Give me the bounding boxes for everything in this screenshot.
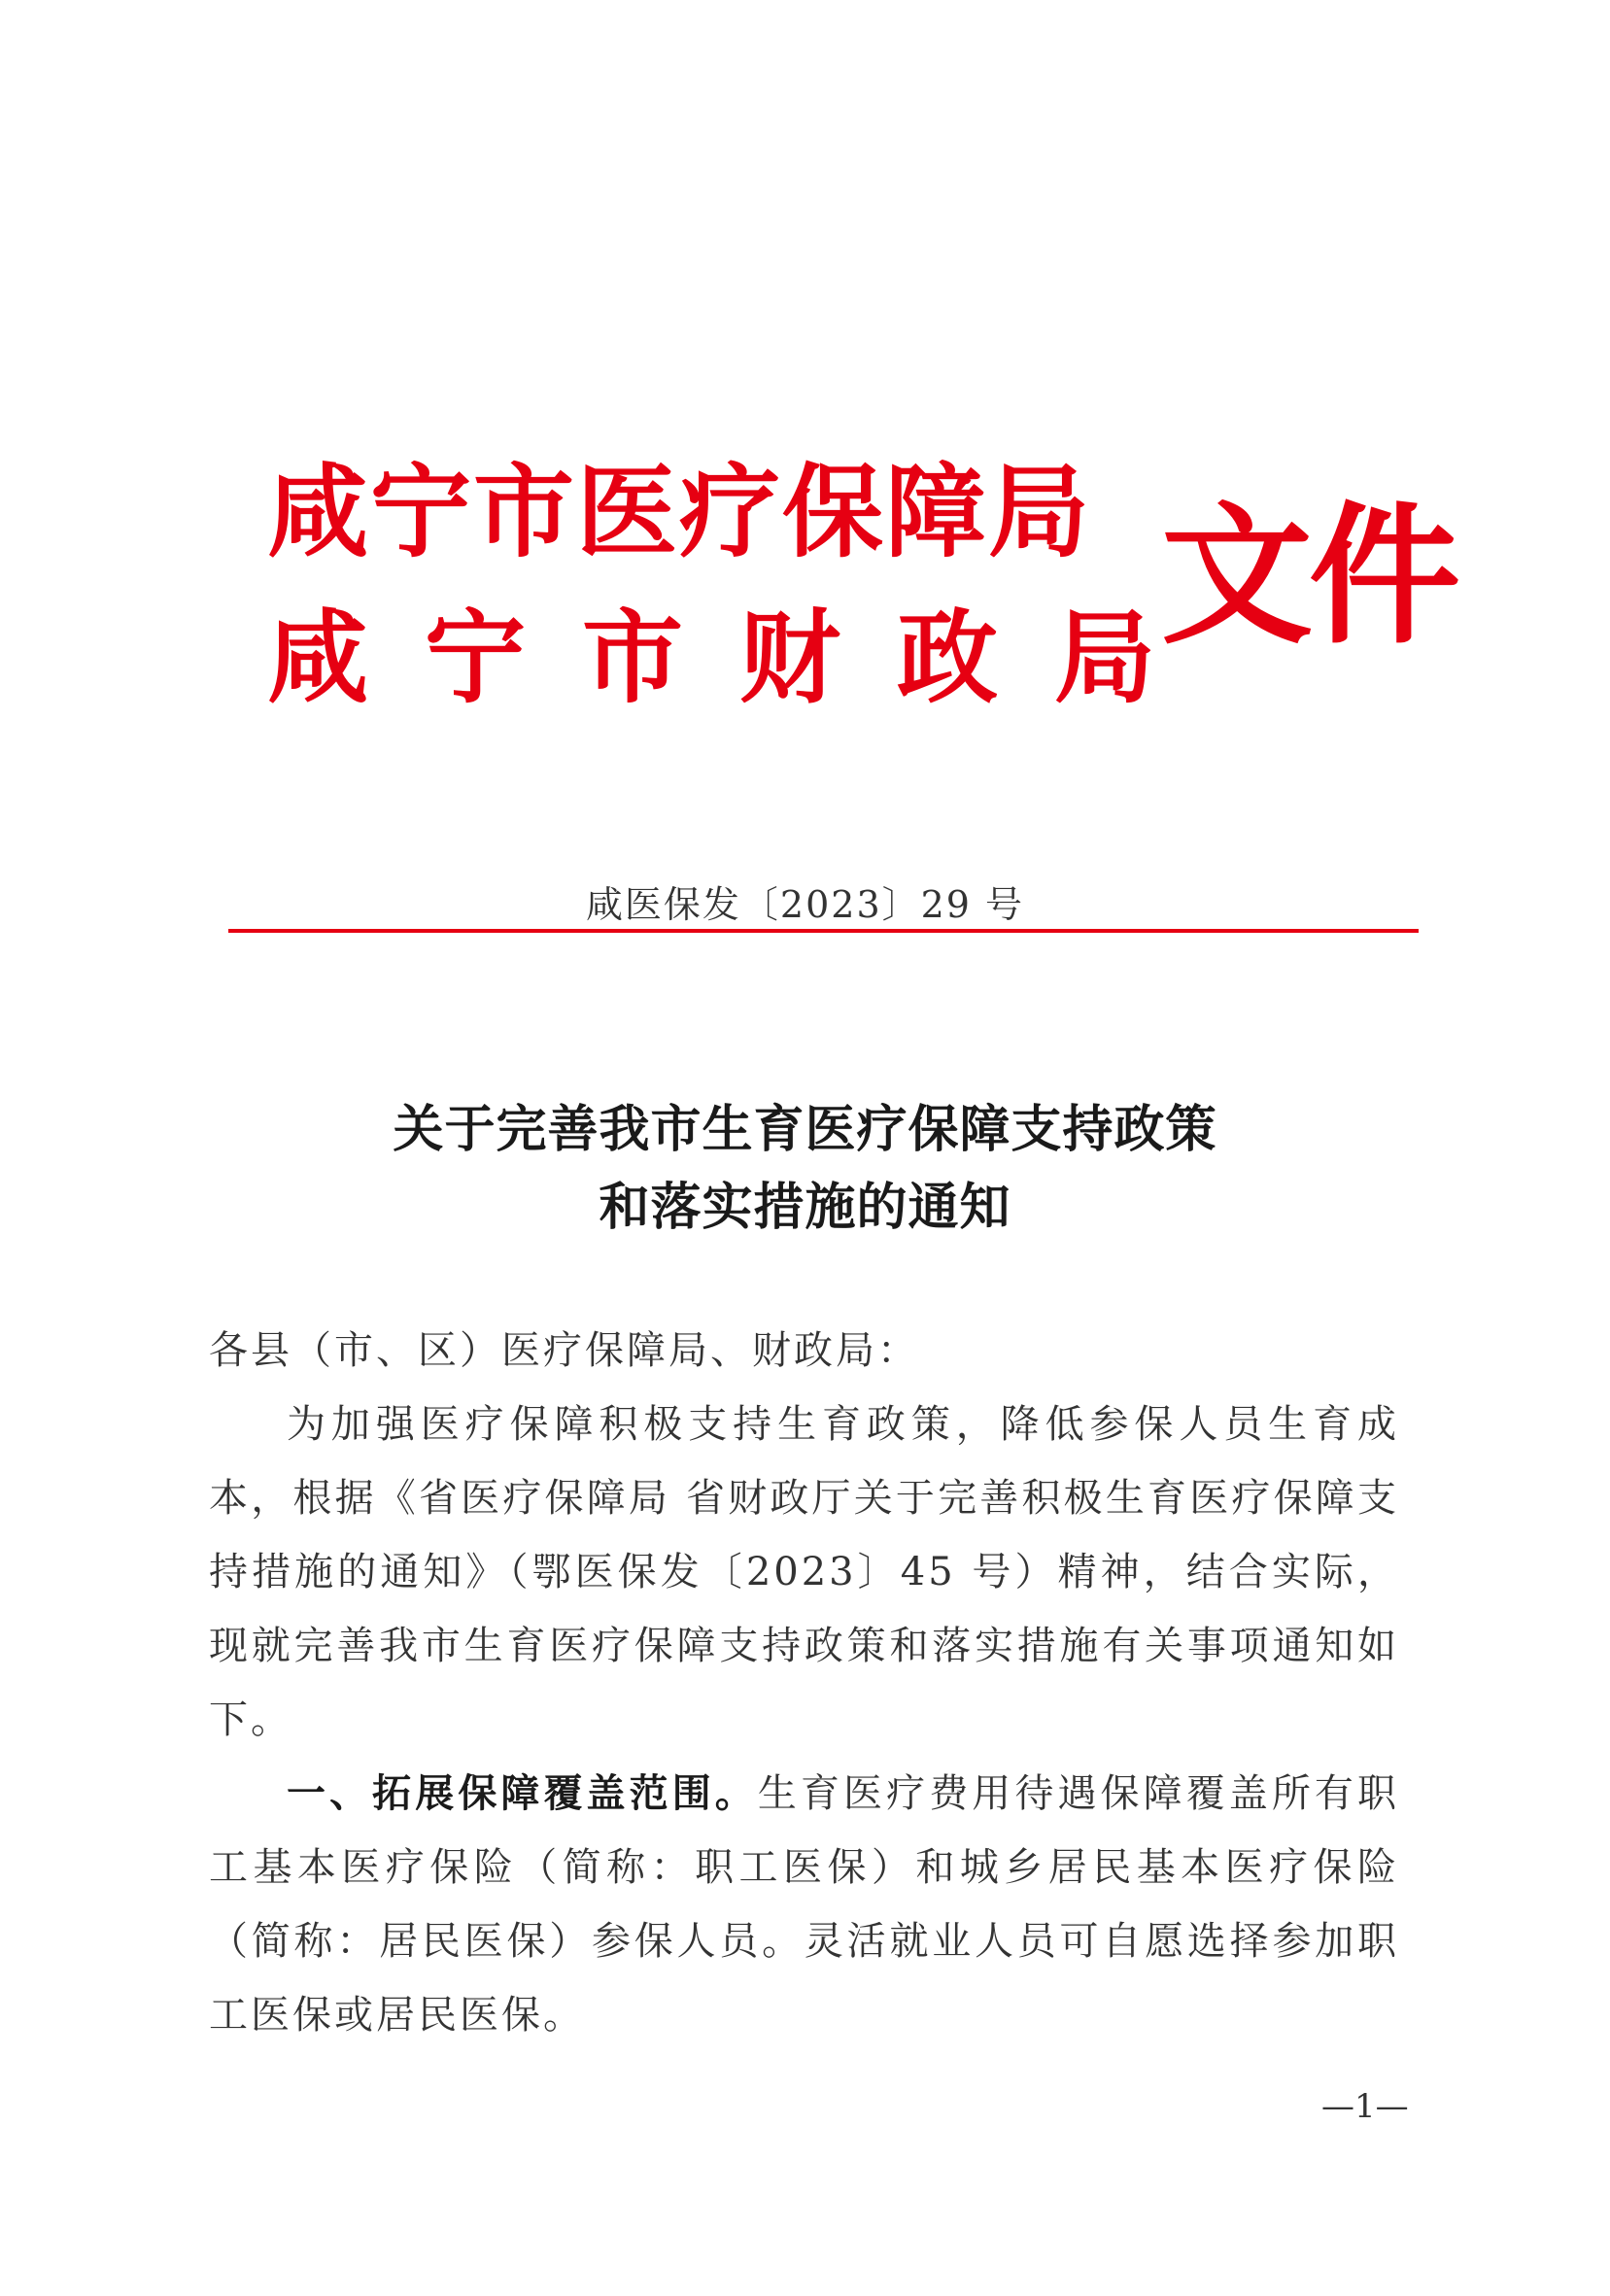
body-paragraph-2-container	[209, 1757, 1399, 2052]
document-title-line-2: 和落实措施的通知	[599, 1179, 1011, 1237]
body-paragraph-2	[209, 1757, 1399, 2052]
issuer-header	[267, 452, 1456, 734]
section-heading-1: 一、拓展保障覆盖范围。	[287, 1771, 758, 1816]
page-number: —1—	[1321, 2087, 1409, 2126]
addressee: 各县（市、区）医疗保障局、财政局：	[209, 1328, 919, 1373]
document-title-line-1: 关于完善我市生育医疗保障支持政策	[393, 1101, 1217, 1159]
issuer-header-suffix: 文件	[1161, 487, 1456, 665]
body-paragraph-1-container	[209, 1388, 1399, 1757]
issuer-line-finance-bureau: 咸宁市财政局	[267, 598, 1213, 717]
red-separator-line	[228, 929, 1419, 933]
document-number: 咸医保发〔2023〕29 号	[585, 883, 1025, 926]
section-1-body: 生育医疗费用待遇保障覆盖所有职工基本医疗保险（简称：职工医保）和城乡居民基本医疗保险（简称：居民医保）参保人员。灵活就业人员可自愿选择参加职工医保或居民医保。	[209, 1771, 1400, 2038]
issuer-line-medical-security-bureau: 咸宁市医疗保障局	[267, 452, 1092, 571]
body-paragraph-1: 为加强医疗保障积极支持生育政策，降低参保人员生育成本，根据《省医疗保障局 省财政厅关于完善积极生育医疗保障支持措施的通知》（鄂医保发〔2023〕45 号）精神，结合实际，现就完善我市生育医疗保障支持政策和落实措施有关事项通知如下。	[209, 1402, 1399, 1742]
